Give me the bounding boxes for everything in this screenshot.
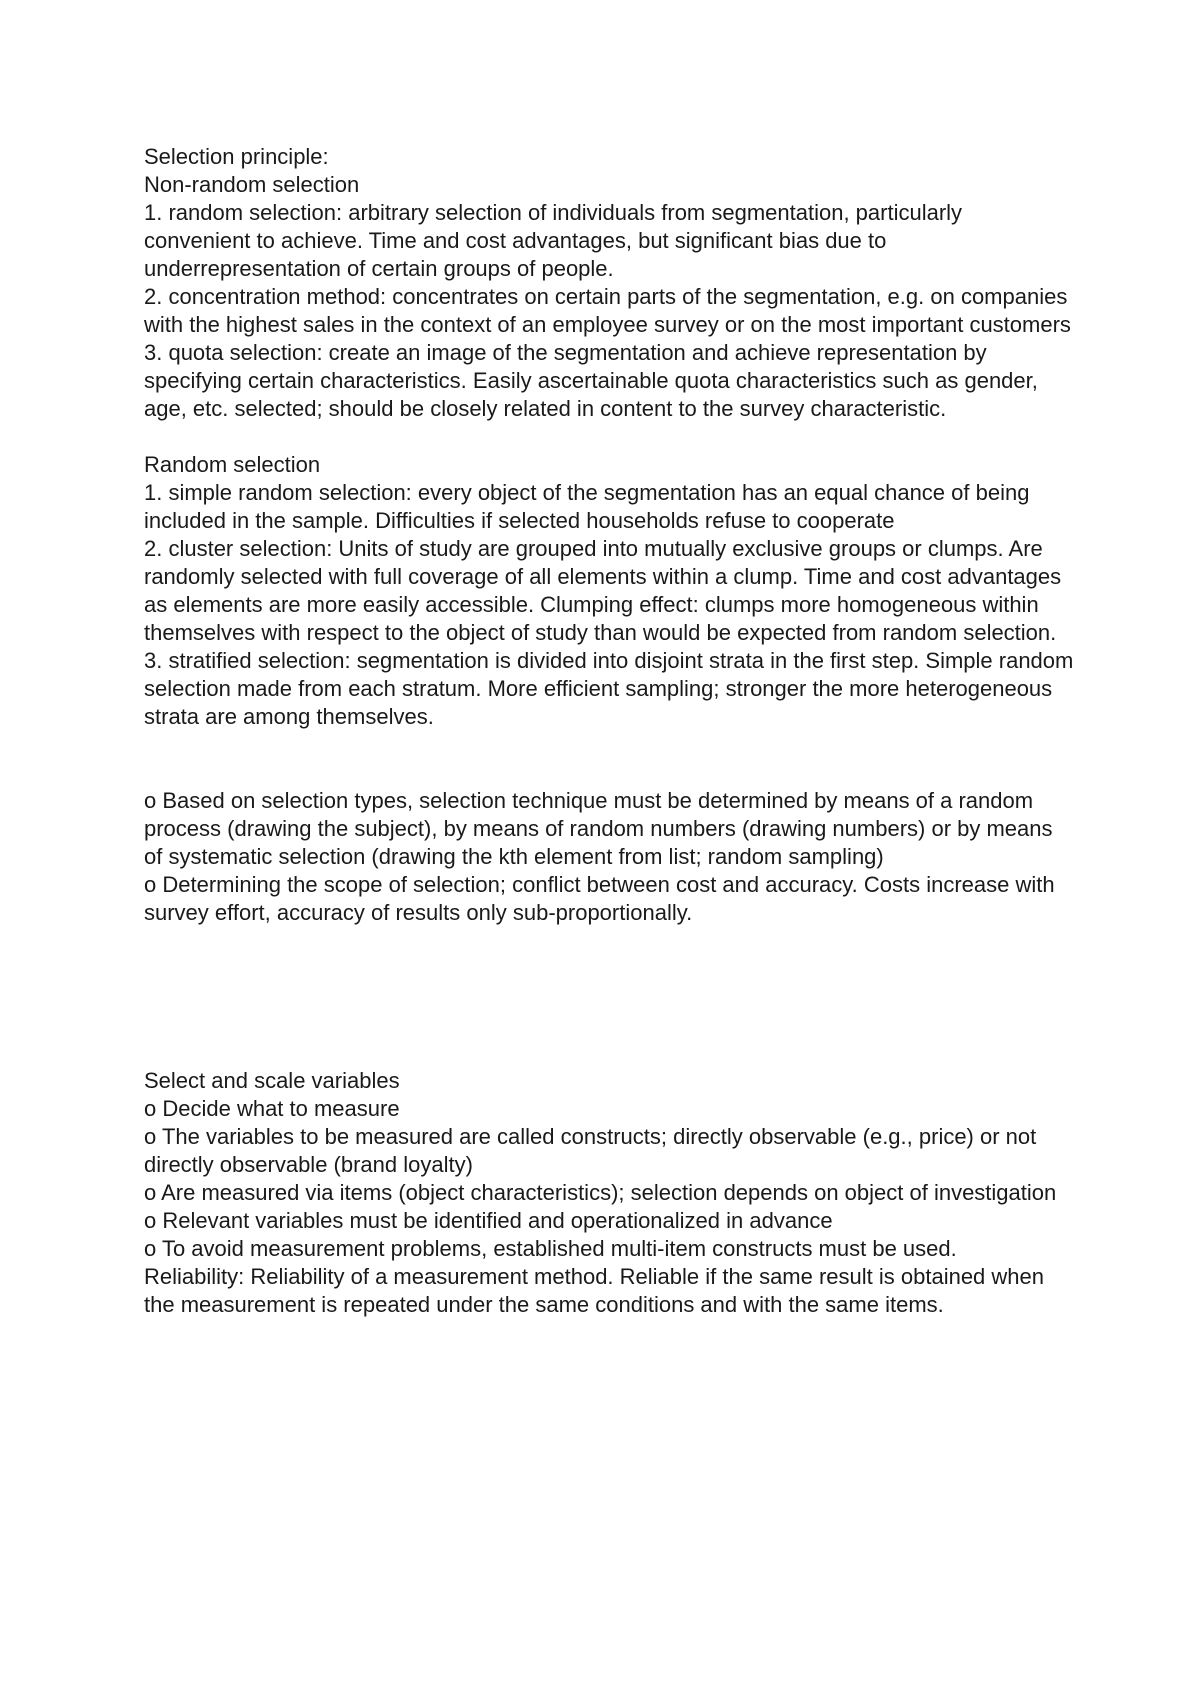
paragraph-cluster-selection: 2. cluster selection: Units of study are grouped into mutually exclusive groups or clumps. Are randomly selected with full coverage of all elements within a clump. Time and cost advantages as elements are more easily accessible. Clumping effect: clumps more homogeneous within themselves with respect to the object of study than would be expected from random selection. [144, 536, 1062, 645]
paragraph-concentration-method: 2. concentration method: concentrates on certain parts of the segmentation, e.g. on companies with the highest sales in the context of an employee survey or on the most important customers [144, 284, 1071, 337]
section-heading-selection-principle: Selection principle: [144, 144, 329, 169]
bullet-constructs: o The variables to be measured are called constructs; directly observable (e.g., price) or not directly observable (brand loyalty) [144, 1124, 1037, 1177]
bullet-relevant-variables: o Relevant variables must be identified and operationalized in advance [144, 1208, 833, 1233]
paragraph-simple-random-selection: 1. simple random selection: every object of the segmentation has an equal chance of being included in the sample. Difficulties if selected households refuse to cooperate [144, 480, 1030, 533]
subheading-random-selection: Random selection [144, 452, 321, 477]
bullet-items: o Are measured via items (object characteristics); selection depends on object of investigation [144, 1180, 1057, 1205]
spacer [144, 927, 1074, 1067]
paragraph-quota-selection: 3. quota selection: create an image of the segmentation and achieve representation by specifying certain characteristics. Easily ascertainable quota characteristics such as gender, age, etc. selected; should be closely related in content to the survey characteristic. [144, 340, 1038, 421]
spacer [144, 731, 1074, 787]
bullet-selection-technique: o Based on selection types, selection technique must be determined by means of a random process (drawing the subject), by means of random numbers (drawing numbers) or by means of systematic selection (drawing the kth element from list; random sampling) [144, 788, 1053, 869]
spacer [144, 423, 1074, 451]
section-heading-select-scale-variables: Select and scale variables [144, 1068, 400, 1093]
document-body [144, 143, 1074, 1319]
paragraph-random-selection: 1. random selection: arbitrary selection of individuals from segmentation, particularly convenient to achieve. Time and cost advantages, but significant bias due to underrepresentation of certain groups of people. [144, 200, 963, 281]
subheading-non-random-selection: Non-random selection [144, 172, 360, 197]
bullet-multi-item-constructs: o To avoid measurement problems, established multi-item constructs must be used. [144, 1236, 957, 1261]
bullet-scope-of-selection: o Determining the scope of selection; conflict between cost and accuracy. Costs increase with survey effort, accuracy of results only sub-proportionally. [144, 872, 1055, 925]
bullet-decide-what-to-measure: o Decide what to measure [144, 1096, 400, 1121]
paragraph-stratified-selection: 3. stratified selection: segmentation is divided into disjoint strata in the first step. Simple random selection made from each stratum. More efficient sampling; stronger the more heterogeneous strata are among themselves. [144, 648, 1074, 729]
paragraph-reliability: Reliability: Reliability of a measurement method. Reliable if the same result is obtained when the measurement is repeated under the same conditions and with the same items. [144, 1264, 1045, 1317]
